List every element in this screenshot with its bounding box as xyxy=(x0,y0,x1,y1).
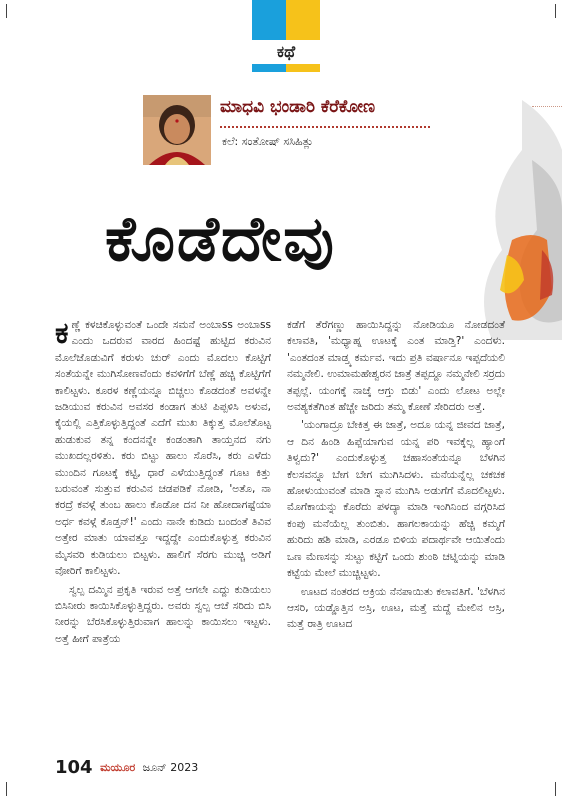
page-footer xyxy=(55,757,198,778)
author-photo xyxy=(143,95,211,165)
crop-mark-bottom-right xyxy=(541,782,556,796)
crop-mark-top-right xyxy=(541,4,556,18)
badge-blue-block xyxy=(252,0,286,40)
category-label: ಕಥೆ xyxy=(276,42,296,61)
page-number: 104 xyxy=(55,757,93,778)
author-name: ಮಾಧವಿ ಭಂಡಾರಿ ಕೆರೆಕೋಣ xyxy=(220,97,376,117)
paragraph-5: ಊಟದ ನಂತರದ ಅಕ್ರಿಯ ನೆನಪಾಯಿತು ಕಲಾವತಿಗೆ. 'ಬೆಳಗಿನ ಆಸರಿ, ಯಡ್ಡೊತ್ತಿನ ಅಸ್ರಿ, ಊಟ, ಮತ್ತೆ ಮದ್ದೆ ಮೇಲಿನ ಅಸ್ರಿ, ಮತ್ತೆ ರಾತ್ರಿ ಊಟದ xyxy=(287,585,505,631)
badge-strip xyxy=(252,64,320,72)
paragraph-1-text: ಣ್ಣೆ ಕಳಚಿಕೊಳ್ಳುವಂತೆ ಒಂದೇ ಸಮನೆ ಅಂಬಾss ಅಂಬಾss ಎಂದು ಒದರುವ ವಾರದ ಹಿಂದಷ್ಟೆ ಹುಟ್ಟಿದ ಕರುವಿನ ಮೊಲೆಜೊಡುವಿಗೆ ಕರುಳು ಚುರ್ ಎಂದು ಮೊದಲು ಕೊಟ್ಟಿಗೆ ಸಂತೆಯನ್ನೇ ಮುಗಿಸೋಣವೆಂದು ಕವಳಿಗೆಗೆ ಬೆಣ್ಣೆ ಹಚ್ಚಿ ಕೊಟ್ಟಿಗೆಗೆ ಕಾಲಿಟ್ಟಳು. ಕೂರಳ ಕಣ್ಣೆಯನ್ನೂ ಬಿಚ್ಚಲು ಕೊಡದಂತೆ ಅವಳನ್ನೇ ಜಡಿಯುವ ಕರುವಿನ ಅವಸರ ಕಂಡಾಗ ತುಟಿ ಪಿಪ್ಪಳಿಸಿ ಅಳುವ, ಕೈಯಲ್ಲಿ ಎತ್ತಿಕೊಳ್ಳುತ್ತಿದ್ದಂತೆ ಎದೆಗೆ ಮುಖ ತಿಕ್ಕುತ್ತ ಮೊಲೆತೊಟ್ಟ ಹುಡುಕುವ ತನ್ನ ಕಂದನನ್ನೇ ಕಂಡಂತಾಗಿ ತಾಯ್ತನದ ನಗು ಮುಖದಲ್ಲರಳಿತು. ಕರು ಬಿಟ್ಟು ಹಾಲು ಸೊರೆಸಿ, ಕರು ಎಳೆದು ಮುಂದಿನ ಗೂಟಕ್ಕೆ ಕಟ್ಟಿ, ಧಾರೆ ಎಳೆಯುತ್ತಿದ್ದಂತೆ ಗೂಟ ಕಿತ್ತು ಬರುವಂತೆ ಸುತ್ತುವ ಕರುವಿನ ಚಡಪಡಿಕೆ ನೋಡಿ, 'ಅತೊ, ನಾ ಕರದ್ರೆ ಕವಳ್ಗೆ ತುಂಬ ಹಾಲು ಕೊಡೋ ದನ ನೀ ಹೋದಾಗಷ್ಟೆಯಾ ಅರ್ಧ ಕವಳ್ಗೆ ಕೊಡ್ತನ್!' ಎಂದು ನಾನೇ ಕುಡಿದು ಬಂದಂತೆ ತಿವಿವ ಅತ್ತೇರ ಮಾತು ಯಾವತ್ತೂ ಇದ್ದದ್ದೇ ಎಂದುಕೊಳ್ಳುತ್ತ ಕರುವಿನ ಮೈಸವರಿ ಕುಡಿಯಲು ಬಿಟ್ಟಳು. ಹಾಲಿಗೆ ಸೆರಗು ಮುಚ್ಚಿ ಅಡಿಗೆ ವೋರಿಗೆ ಕಾಲಿಟ್ಟಳು. xyxy=(55,319,271,578)
author-divider xyxy=(220,126,430,128)
category-badge xyxy=(252,0,320,72)
magazine-name: ಮಯೂರ xyxy=(100,760,136,774)
story-title xyxy=(105,185,485,293)
badge-yellow-block xyxy=(286,0,320,40)
paragraph-3: ಕಡೆಗೆ ತೆರೆಗಣ್ಣು ಹಾಯಿಸಿದ್ದನ್ನು ನೋಡಿಯೂ ನೋಡದಂತೆ ಕಲಾವತಿ, 'ಮಧ್ಯಾಹ್ನ ಊಟಕ್ಕೆ ಎಂತ ಮಾಡ್ತಿ?' ಎಂದಳು. 'ಎಂತದಂತ ಮಾಡ್ತ್ಕ ಕರ್ಮವ. ಇದು ಪ್ರತಿ ವರ್ಷಾನೂ ಇಪ್ಪದೆಯಲಿ ನಮ್ಮನೇಲಿ. ಉಮಾಮಹೇಶ್ವರನ ಜಾತ್ರೆ ತಪ್ಪದ್ದೂ ನಮ್ಮನೇಲಿ ಸರ್ರದು ತಪ್ಪಲ್ಲೆ. ಯಂಗಕ್ಕೆ ನಾಚ್ಕೆ ಆಗ್ತು ಬಿಡು' ಎಂದು ಲೋಟ ಅಲ್ಲೇ ಅವಶ್ಯಕತೆಗಿಂತ ಹೆಚ್ಚೇ ಜರಿದು ತಮ್ಮ ಕೋಣೆ ಸೇರಿದರು ಅತ್ತೆ. xyxy=(287,319,505,414)
story-title-text: ಕೊಡೆದೇವು xyxy=(105,202,336,275)
paragraph-1 xyxy=(55,317,271,580)
crop-mark-bottom-left xyxy=(6,782,21,796)
artist-credit: ಕಲೆ: ಸಂತೋಷ್ ಸಸಿಹಿತ್ಲು xyxy=(222,135,314,148)
paragraph-2: ಸ್ವಲ್ಪ ದಮ್ಮಿನ ಪ್ರಕೃತಿ ಇರುವ ಅತ್ತೆ ಆಗಲೇ ಎದ್ದು ಕುಡಿಯಲು ಬಿಸಿನೀರು ಕಾಯಿಸಿಕೊಳ್ಳುತ್ತಿದ್ದರು. ಅವರು ಸ್ವಲ್ಪ ಆಚೆ ಸರಿದು ಬಿಸಿ ನೀರನ್ನು ಬೆರಸಿಕೊಳ್ಳುತ್ತಿರುವಾಗ ಹಾಲನ್ನು ಕಾಯಿಸಲು ಇಟ್ಟಳು. ಅತ್ತೆ ಹೀಗೆ ಪಾತ್ರೆಯ xyxy=(55,583,271,645)
crop-mark-top-left xyxy=(6,4,21,18)
article-column-right xyxy=(287,317,505,635)
paragraph-4: 'ಯಂಗಾದ್ರೂ ಬೇಕಿತ್ತ ಈ ಜಾತ್ರೆ, ಅದೂ ಯನ್ನ ಜೀವದ ಜಾತ್ರೆ, ಆ ದಿನ ಹಿಂಡಿ ಹಿಪ್ಪೆಯಾಗುವ ಯನ್ನ ಪರಿ ಇವಕ್ಕೆಲ್ಲ ಹ್ಯಾಂಗೆ ತಿಳ್ವದು?' ಎಂದುಕೊಳ್ಳುತ್ತ ಚಹಾಸಂತೆಯನ್ನೂ ಬೆಳಗಿನ ಕೆಲಸವನ್ನೂ ಬೇಗ ಬೇಗ ಮುಗಿಸಿದಳು. ಮನೆಯನ್ನೆಲ್ಲ ಚಕಚಕ ಹೋಳುಯುವಂತೆ ಮಾಡಿ ಸ್ನಾನ ಮುಗಿಸಿ ಅಡುಗೆಗೆ ಮೊದಲಿಟ್ಟಳು. ಮೊಗೆಕಾಯನ್ನು ಕೊರೆದು ಪಳದ್ಯಾ ಮಾಡಿ ಇಂಗಿನಿಂದ ವಗ್ಗರಿಸಿದ ಕಂಪು ಮನೆಯೆಲ್ಲ ತುಂಬಿತು. ಹಾಗಲಕಾಯನ್ನು ಹೆಚ್ಚಿ ಕಮ್ಮಗೆ ಹುರಿದು ಹಶಿ ಮಾಡಿ, ಎರಡೂ ಬಿಳಿಯ ಪದಾರ್ಥವೇ ಆಯಿತೆಂದು ಒಣ ಮೆಣಸನ್ನು ಸುಟ್ಟು ಕಟ್ಟಿಗೆ ಒಂದು ಶುಂಠಿ ಚಟ್ನಿಯನ್ನು ಮಾಡಿ ಕಟ್ಟೆಯ ಮೇಲೆ ಮುಚ್ಚಿಟ್ಟಳು. xyxy=(287,419,505,580)
drop-cap: ಕ xyxy=(55,316,69,351)
issue-date: ಜೂನ್ 2023 xyxy=(142,760,199,774)
article-column-left xyxy=(55,317,271,649)
